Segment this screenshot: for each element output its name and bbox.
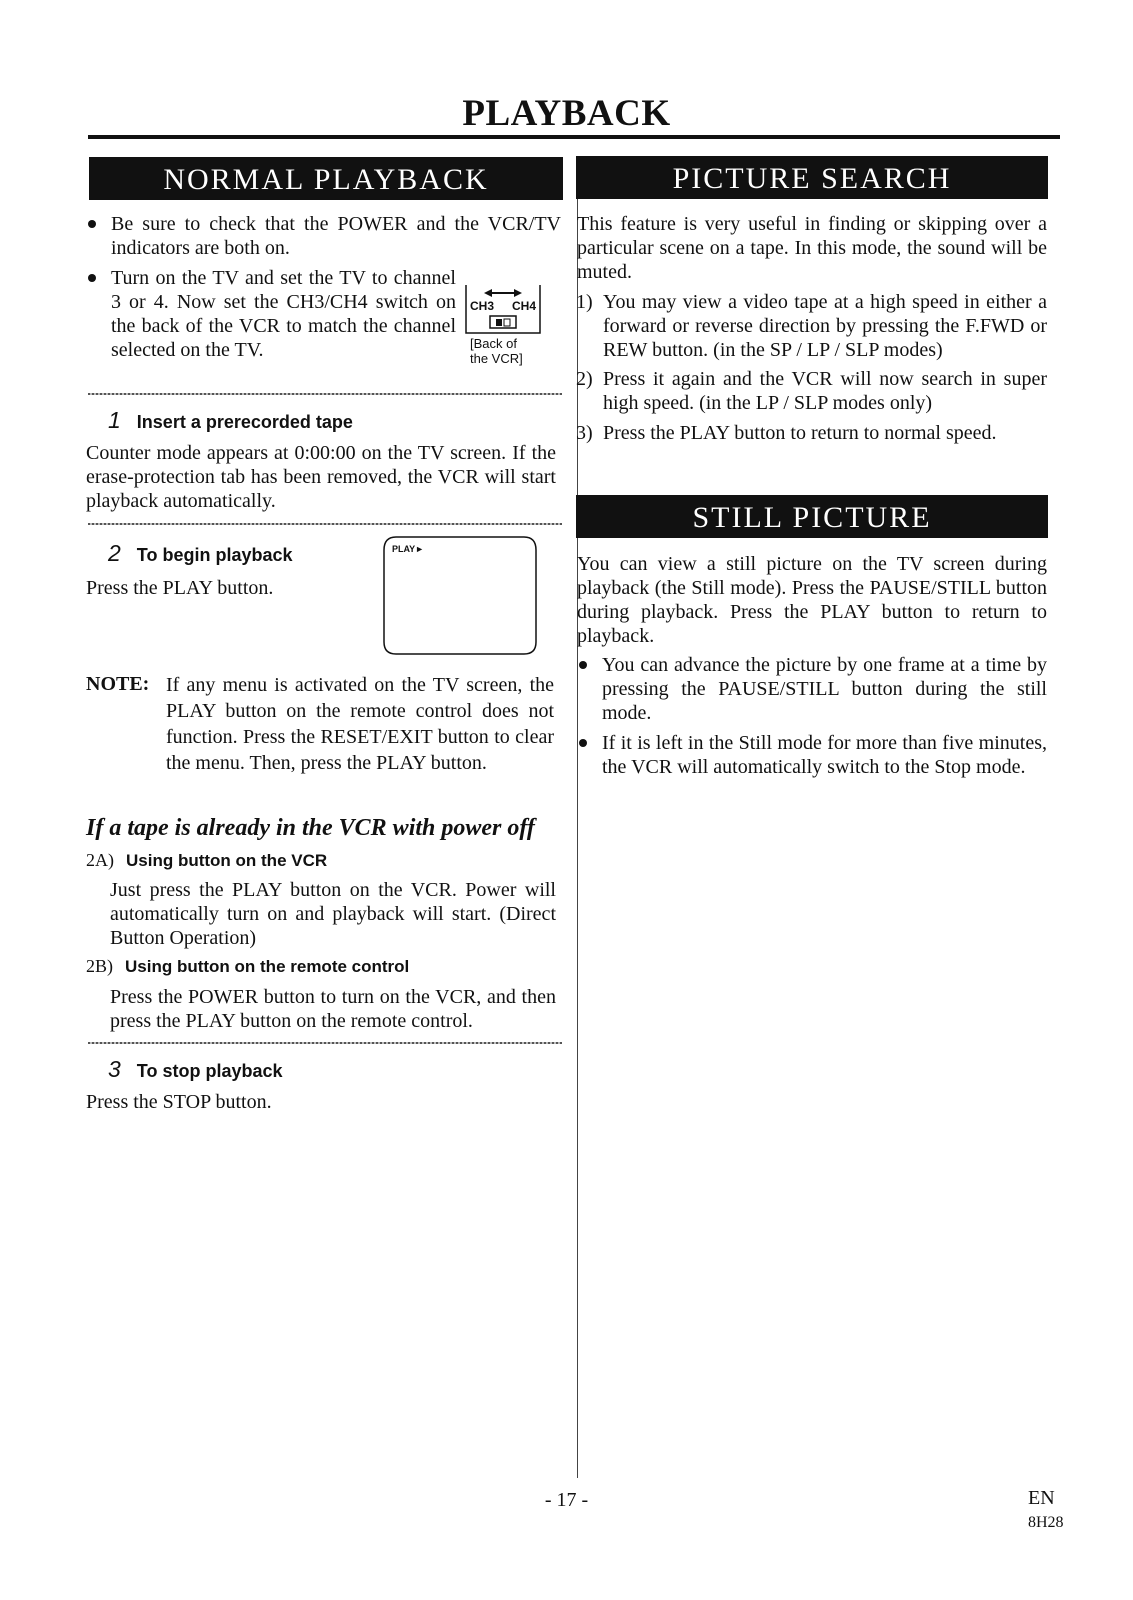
- picture-search-item-1: [576, 290, 1047, 362]
- ch4-label: CH4: [512, 299, 537, 313]
- switch-caption-line1: [Back of: [470, 336, 517, 351]
- column-divider: [577, 158, 578, 1478]
- item-text: You may view a video tape at a high speed in either a forward or reverse direction by pressing the F.FWD or REW button. (in the SP / LP / SLP modes): [603, 291, 1047, 361]
- bullet-icon: [88, 220, 96, 228]
- note-label: NOTE:: [86, 673, 150, 695]
- bullet-icon: [88, 274, 96, 282]
- bullet-icon: [579, 661, 587, 669]
- tv-screen-play-text: PLAY►: [392, 544, 425, 554]
- tv-screen-figure: [382, 536, 538, 656]
- step-2b-label: Using button on the remote control: [125, 957, 410, 976]
- item-number: 3): [576, 422, 593, 444]
- normal-playback-banner: NORMAL PLAYBACK: [89, 157, 563, 200]
- bullet-text: If it is left in the Still mode for more than five minutes, the VCR will automatically switch to the Stop mode.: [602, 732, 1047, 778]
- step-1-label: Insert a prerecorded tape: [136, 412, 353, 432]
- picture-search-banner: PICTURE SEARCH: [576, 156, 1048, 199]
- step-2a-text: Just press the PLAY button on the VCR. Power will automatically turn on and playback will start. (Direct Button Operation): [110, 879, 556, 949]
- bullet-text: Be sure to check that the POWER and the VCR/TV indicators are both on.: [111, 213, 561, 259]
- picture-search-intro: This feature is very useful in finding or skipping over a particular scene on a tape. In this mode, the sound will be muted.: [577, 213, 1047, 283]
- item-text: Press it again and the VCR will now search in super high speed. (in the LP / SLP modes only): [603, 368, 1047, 414]
- bullet-text: Turn on the TV and set the TV to channel 3 or 4. Now set the CH3/CH4 switch on the back of the VCR to match the channel selected on the TV.: [111, 267, 456, 361]
- step-2b-heading: [86, 956, 409, 977]
- step-2-label: To begin playback: [136, 545, 293, 565]
- bullet-icon: [579, 739, 587, 747]
- step-3-text: Press the STOP button.: [86, 1091, 272, 1113]
- ch-switch-figure: [462, 285, 544, 335]
- bullet-text: You can advance the picture by one frame at a time by pressing the PAUSE/STILL button during the still mode.: [602, 654, 1047, 724]
- step-2a-heading: [86, 850, 327, 871]
- step-3-heading: [108, 1056, 408, 1083]
- step-2b-number: 2B): [86, 956, 113, 976]
- section-divider: [88, 523, 562, 525]
- ch3-label: CH3: [470, 299, 495, 313]
- item-number: 1): [576, 291, 593, 313]
- power-off-heading: If a tape is already in the VCR with power off: [86, 815, 535, 841]
- still-bullet-advance: [602, 653, 1047, 725]
- bullet-power-indicators: [111, 212, 561, 260]
- step-3-label: To stop playback: [136, 1061, 283, 1081]
- step-1-heading: [108, 407, 548, 434]
- step-2-text: Press the PLAY button.: [86, 577, 274, 599]
- still-picture-banner: STILL PICTURE: [576, 495, 1048, 538]
- still-bullet-timeout: [602, 731, 1047, 779]
- step-2a-number: 2A): [86, 850, 114, 870]
- page-number: - 17 -: [544, 1489, 589, 1511]
- still-picture-intro: You can view a still picture on the TV screen during playback (the Still mode). Press the PAUSE/STILL button during playback. Press the PLAY button to return to playback.: [577, 553, 1047, 647]
- step-2-number: 2: [108, 540, 121, 566]
- section-divider: [88, 1042, 562, 1044]
- step-2a-label: Using button on the VCR: [126, 851, 328, 870]
- switch-caption: [470, 336, 523, 366]
- bullet-channel-setup: [111, 266, 456, 362]
- step-2-heading: [108, 540, 388, 567]
- picture-search-item-2: [576, 367, 1047, 415]
- picture-search-item-3: [576, 421, 1047, 445]
- switch-caption-line2: the VCR]: [470, 351, 523, 366]
- language-code: EN: [1028, 1487, 1055, 1509]
- page-title: PLAYBACK: [462, 93, 671, 134]
- note-text: If any menu is activated on the TV screen, the PLAY button on the remote control does not function. Press the RESET/EXIT button to clear the menu. Then, press the PLAY button.: [166, 674, 554, 774]
- step-3-number: 3: [108, 1056, 121, 1082]
- section-divider: [88, 393, 562, 395]
- tv-screen-icon: [382, 536, 538, 656]
- title-rule: [88, 135, 1060, 139]
- item-number: 2): [576, 368, 593, 390]
- item-text: Press the PLAY button to return to normal speed.: [603, 422, 997, 444]
- step-1-text: Counter mode appears at 0:00:00 on the TV screen. If the erase-protection tab has been removed, the VCR will start playback automatically.: [86, 442, 556, 512]
- step-2b-text: Press the POWER button to turn on the VCR, and then press the PLAY button on the remote control.: [110, 986, 556, 1032]
- model-code: 8H28: [1028, 1514, 1064, 1531]
- step-1-number: 1: [108, 407, 121, 433]
